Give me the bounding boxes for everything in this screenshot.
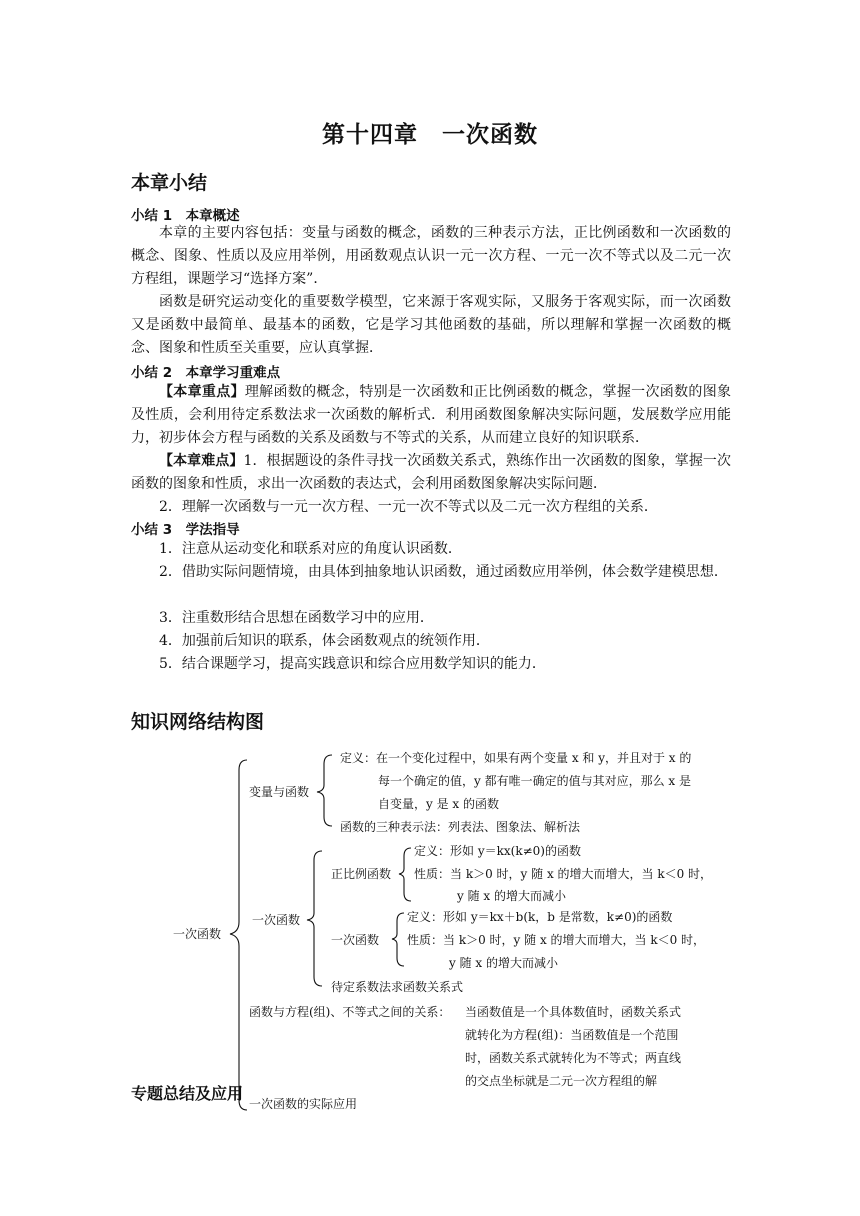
prop-func-def: 定义：形如 y＝kx(k≠0)的函数 [414,844,581,858]
difficulties-text-2: 2．理解一次函数与一元一次方程、一元一次不等式以及二元一次方程组的关系． [159,499,658,515]
undetermined-coefficients: 待定系数法求函数关系式 [331,980,464,994]
method-item-4: 4．加强前后知识的联系，体会函数观点的统领作用． [159,633,490,649]
relation-label: 函数与方程(组)、不等式之间的关系： [249,1005,451,1019]
three-representations: 函数的三种表示法：列表法、图象法、解析法 [340,820,581,834]
var-func-def-line-3: 自变量，y 是 x 的函数 [378,797,499,811]
relation-line-1: 当函数值是一个具体数值时，函数关系式 [465,1005,682,1019]
summary-1-paragraph-1: 本章的主要内容包括：变量与函数的概念，函数的三种表示方法，正比例函数和一次函数的概念、图象、性质以及应用举例，用函数观点认识一元一次方程、一元一次不等式以及二元一次方程组，课题学习“选择方案”． [131,225,731,288]
prop-func-property-2: y 随 x 的增大而减小 [457,889,566,903]
summary-2-heading: 小结 2 本章学习重难点 [131,365,281,381]
key-points-paragraph [131,381,731,451]
var-func-brace [317,755,332,826]
prop-func-property-1: 性质：当 k＞0 时，y 随 x 的增大而增大，当 k＜0 时， [414,867,713,881]
key-points-text: 理解函数的概念，特别是一次函数和正比例函数的概念，掌握一次函数的图象及性质，会利用待定系数法求一次函数的解析式．利用函数图象解决实际问题，发展数学应用能力，初步体会方程与函数的关系及函数与不等式的关系，从而建立良好的知识联系． [131,384,732,447]
relation-line-3: 时，函数关系式就转化为不等式；两直线 [465,1051,682,1065]
summary-1-paragraph-2: 函数是研究运动变化的重要数学模型，它来源于客观实际，又服务于客观实际，而一次函数又是函数中最简单、最基本的函数，它是学习其他函数的基础，所以理解和掌握一次函数的概念、图象和性质至关重要，应认真掌握． [131,294,731,357]
node-var-func: 变量与函数 [249,785,310,799]
node-lin-sub: 一次函数 [331,933,380,947]
difficulties-paragraph [131,450,731,496]
relation-line-2: 就转化为方程(组)：当函数值是一个范围 [465,1028,679,1042]
lin-sub-brace [392,913,404,966]
section-heading-summary: 本章小结 [131,172,208,194]
lin-func-property-1: 性质：当 k＞0 时，y 随 x 的增大而增大，当 k＜0 时， [407,933,706,947]
diagram-root: 一次函数 [173,927,222,941]
var-func-def-line-2: 每一个确定的值，y 都有唯一确定的值与其对应，那么 x 是 [378,774,691,788]
difficulties-label: 【本章难点】 [159,453,244,469]
method-item-3: 3．注重数形结合思想在函数学习中的应用． [159,610,434,626]
section-heading-network: 知识网络结构图 [131,711,265,733]
chapter-title: 第十四章 一次函数 [322,122,538,148]
node-prop-func: 正比例函数 [331,867,392,881]
method-item-5: 5．结合课题学习，提高实践意识和综合应用数学知识的能力． [159,656,546,672]
relation-line-4: 的交点坐标就是二元一次方程组的解 [465,1074,658,1088]
lin-func-def: 定义：形如 y＝kx＋b(k，b 是常数，k≠0)的函数 [407,910,673,924]
summary-3-heading: 小结 3 学法指导 [131,522,240,538]
lin-func-property-2: y 随 x 的增大而减小 [449,956,558,970]
section-heading-topics: 专题总结及应用 [131,1084,244,1103]
linear-func-brace [307,851,322,986]
root-brace [230,760,247,1110]
difficulties-text-1: 1．根据题设的条件寻找一次函数关系式，熟练作出一次函数的图象，掌握一次函数的图象和性质，求出一次函数的表达式，会利用函数图象解决实际问题． [131,453,732,493]
key-points-label: 【本章重点】 [159,384,245,400]
node-linear-func: 一次函数 [252,913,301,927]
var-func-def-line-1: 定义：在一个变化过程中，如果有两个变量 x 和 y，并且对于 x 的 [340,751,692,765]
summary-1-heading: 小结 1 本章概述 [131,208,240,224]
method-item-1: 1．注意从运动变化和联系对应的角度认识函数． [159,541,462,557]
node-application: 一次函数的实际应用 [249,1097,358,1111]
method-item-2: 2．借助实际问题情境，由具体到抽象地认识函数，通过函数应用举例，体会数学建模思想． [159,564,728,580]
prop-func-brace [399,848,411,901]
